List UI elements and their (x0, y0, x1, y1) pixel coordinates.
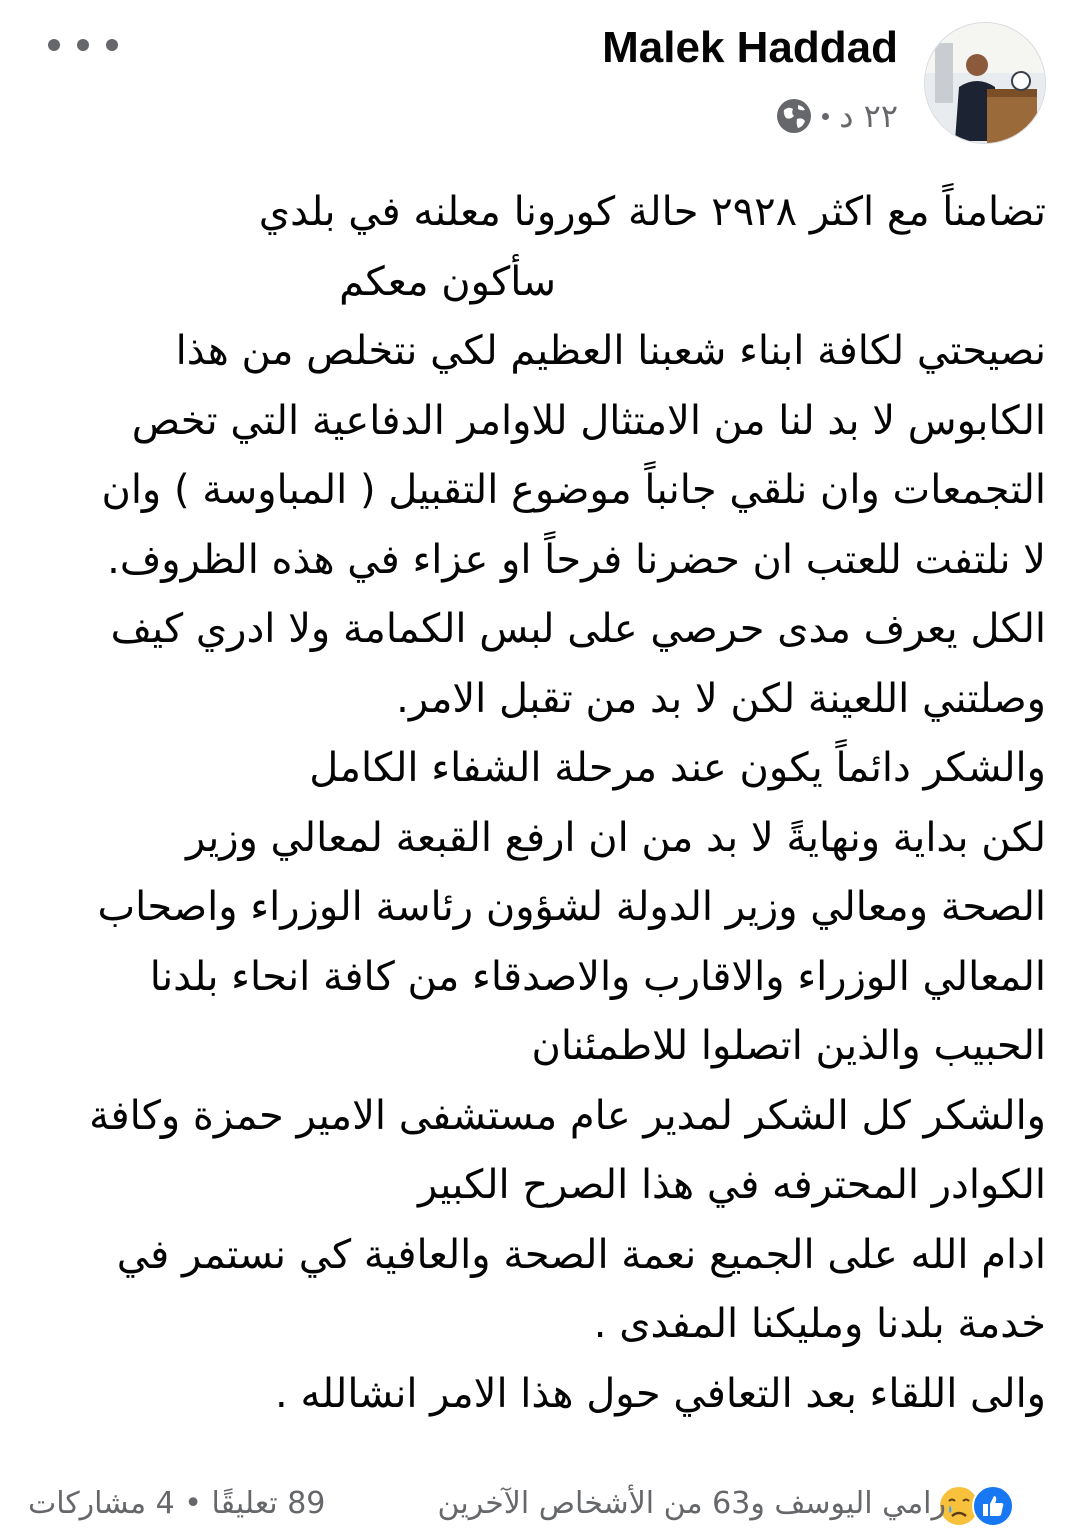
post-line: خدمة بلدنا ومليكنا المفدى . (593, 1301, 1046, 1347)
post-line: لكن بداية ونهايةً لا بد من ان ارفع القبعة لمعالي وزير (186, 814, 1046, 861)
reactors-text[interactable]: رامي اليوسف و63 من الأشخاص الآخرين (437, 1486, 946, 1521)
post-line: المعالي الوزراء والاقارب والاصدقاء من كافة انحاء بلدنا (149, 953, 1046, 1000)
post-line: وصلتني اللعينة لكن لا بد من تقبل الامر. (396, 675, 1046, 722)
more-dot (106, 39, 118, 51)
post-line: والى اللقاء بعد التعافي حول هذا الامر انشالله . (275, 1370, 1046, 1417)
post-meta (776, 96, 898, 136)
post-line: الصحة ومعالي وزير الدولة لشؤون رئاسة الوزراء واصحاب (97, 884, 1046, 930)
post-header (0, 0, 1080, 160)
more-dot (48, 39, 60, 51)
author-name[interactable]: Malek Haddad (602, 23, 898, 72)
post-line: لا نلتفت للعتب ان حضرنا فرحاً او عزاء في هذه الظروف. (107, 536, 1046, 583)
post-line: سأكون معكم (339, 258, 556, 305)
engagement-counts[interactable]: 89 تعليقًا • 4 مشاركات (28, 1486, 326, 1521)
like-icon (971, 1484, 1015, 1528)
more-options-button[interactable] (48, 30, 118, 60)
post-line: والشكر كل الشكر لمدير عام مستشفى الامير حمزة وكافة (89, 1092, 1046, 1139)
avatar-photo (925, 23, 1045, 143)
post-line: الحبيب والذين اتصلوا للاطمئنان (531, 1023, 1046, 1069)
more-dot (77, 39, 89, 51)
post-footer (0, 1468, 1080, 1538)
reaction-summary[interactable] (937, 1484, 1047, 1530)
separator-dot (822, 113, 829, 120)
post-line: نصيحتي لكافة ابناء شعبنا العظيم لكي نتخلص من هذا (175, 328, 1046, 374)
post-line: التجمعات وان نلقي جانباً موضوع التقبيل ( المباوسة ) وان (101, 467, 1046, 513)
post-line: ادام الله على الجميع نعمة الصحة والعافية كي نستمر في (116, 1231, 1046, 1278)
avatar[interactable] (924, 22, 1046, 144)
post-line: الكوادر المحترفه في هذا الصرح الكبير (418, 1162, 1046, 1208)
post-line: والشكر دائماً يكون عند مرحلة الشفاء الكامل (309, 745, 1046, 791)
timestamp[interactable]: ٢٢ د (839, 97, 898, 135)
post-text (40, 178, 1046, 1429)
globe-icon (776, 98, 812, 134)
post-line: الكل يعرف مدى حرصي على لبس الكمامة ولا ادري كيف (110, 606, 1046, 652)
post-line: تضامناً مع اكثر ٢٩٢٨ حالة كورونا معلنه في بلدي (258, 189, 1046, 235)
post-line: الكابوس لا بد لنا من الامتثال للاوامر الدفاعية التي تخص (131, 397, 1046, 444)
